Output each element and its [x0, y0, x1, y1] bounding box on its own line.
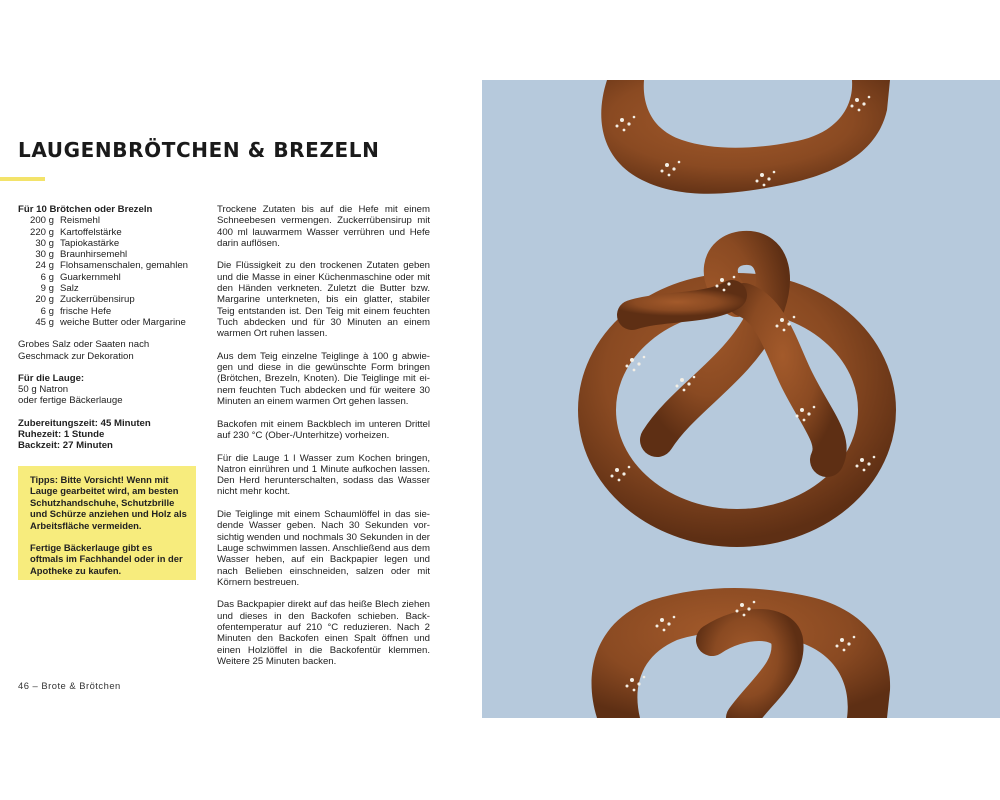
- lauge-heading: Für die Lauge:: [18, 372, 85, 384]
- ingredient-amount: 24 g: [35, 260, 54, 272]
- ingredient-row: [18, 272, 203, 283]
- instruction-step: Trockene Zutaten bis auf die Hefe mit einem Schneebesen vermengen. Zuckerrübensirup mit 400 ml lauwarmem Wasser verrühren und Hefe darin auflösen.: [217, 204, 430, 249]
- tip-paragraph: Tipps: Bitte Vorsicht! Wenn mit Lauge gearbeitet wird, am besten Schutzhandschuhe, Schutzbrille und Schürze anziehen und Holz als Arbeitsfläche vermeiden.: [30, 474, 187, 531]
- ingredient-name: Zuckerrübensirup: [60, 294, 135, 306]
- ingredient-amount: 30 g: [35, 237, 54, 249]
- ingredient-name: Salz: [60, 283, 79, 295]
- bake-time: Backzeit: 27 Minuten: [18, 440, 113, 452]
- instruction-step: Die Teiglinge mit einem Schaumlöffel in das siedende Wasser geben. Nach 30 Sekunden vorsichtig wenden und nochmals 30 Sekunden in der Lauge schwimmen lassen. Anschließend aus dem Wasser heben, auf ein Backpapier legen und nach Belieben einschneiden, salzen oder mit Körnern bestreuen.: [217, 509, 430, 588]
- tip-paragraph: Fertige Bäckerlauge gibt es oftmals im Fachhandel oder in der Apotheke zu kaufen.: [30, 542, 183, 576]
- ingredient-amount: 200 g: [29, 215, 54, 227]
- ingredient-name: weiche Butter oder Margarine: [60, 316, 186, 328]
- decoration-line: Grobes Salz oder Saaten nach: [18, 339, 150, 351]
- ingredient-row: [18, 317, 203, 328]
- page-footer: 46 – Brote & Brötchen: [18, 680, 121, 691]
- ingredient-amount: 6 g: [40, 271, 54, 283]
- title-accent-bar: [0, 177, 45, 181]
- rest-time: Ruhezeit: 1 Stunde: [18, 429, 105, 441]
- ingredient-amount: 6 g: [40, 305, 54, 317]
- ingredient-row: [18, 227, 203, 238]
- tip-box: [18, 466, 196, 580]
- instructions-column: [217, 204, 430, 678]
- recipe-title: LAUGENBRÖTCHEN & BREZELN: [18, 138, 380, 162]
- ingredient-row: [18, 294, 203, 305]
- ingredient-amount: 30 g: [35, 249, 54, 261]
- ingredient-amount: 20 g: [35, 294, 54, 306]
- ingredient-name: Reismehl: [60, 215, 100, 227]
- instruction-step: Backofen mit einem Backblech im unteren Drittel auf 230 °C (Ober-/Unterhitze) vorheizen.: [217, 418, 430, 441]
- lauge-line: oder fertige Bäckerlauge: [18, 395, 123, 407]
- instruction-step: Das Backpapier direkt auf das heiße Blech ziehen und dieses in den Backofen schieben. Backofentemperatur auf 210 °C reduzieren. Nach 2 Minuten den Backofen einen Spalt öffnen und einen Holzlöffel in die Backofentür klemmen. Weitere 25 Minuten backen.: [217, 599, 430, 667]
- ingredients-heading: Für 10 Brötchen oder Brezeln: [18, 204, 153, 215]
- prep-time: Zubereitungszeit: 45 Minuten: [18, 417, 151, 429]
- ingredient-row: [18, 260, 203, 271]
- pretzel-middle: [597, 248, 877, 528]
- ingredient-amount: 45 g: [35, 316, 54, 328]
- instruction-step: Die Flüssigkeit zu den trockenen Zutaten geben und die Masse in einer Küchenmaschine oder mit den Händen verkneten. Zuletzt die Butter bzw. Margarine unterkneten, bis ein glatter, stabiler Teig entstanden ist. Den Teig mit einem feuchten Tuch abdecken und für 30 Minuten an einem warmen Ort ruhen lassen.: [217, 260, 430, 340]
- ingredient-row: [18, 215, 203, 226]
- pretzel-bottom: [592, 588, 891, 718]
- ingredients-column: [18, 204, 203, 452]
- ingredient-list: [18, 215, 203, 328]
- ingredient-row: [18, 283, 203, 294]
- ingredient-name: Kartoffelstärke: [60, 226, 122, 238]
- ingredient-row: [18, 249, 203, 260]
- ingredient-amount: 220 g: [29, 226, 54, 238]
- ingredient-name: Tapiokastärke: [60, 237, 120, 249]
- instruction-step: Aus dem Teig einzelne Teiglinge à 100 g abwiegen und diese in die gewünschte Form bringen (Brötchen, Brezeln, Knoten). Die Teiglinge mit einem feuchten Tuch abdecken und für weitere 30 Minuten an einem warmen Ort gehen lassen.: [217, 350, 430, 408]
- ingredient-amount: 9 g: [40, 283, 54, 295]
- pretzel-top: [601, 80, 890, 194]
- decoration-line: Geschmack zur Dekoration: [18, 350, 134, 362]
- ingredient-name: Guarkernmehl: [60, 271, 121, 283]
- ingredient-name: Braunhirsemehl: [60, 249, 128, 261]
- ingredient-name: frische Hefe: [60, 305, 112, 317]
- pretzel-photo: [482, 80, 1000, 718]
- ingredient-row: [18, 306, 203, 317]
- lauge-line: 50 g Natron: [18, 384, 69, 396]
- instruction-step: Für die Lauge 1 l Wasser zum Kochen bringen, Natron einrühren und 1 Minute aufkochen lassen. Den Herd herunterschalten, sodass das Wasser nicht mehr kocht.: [217, 452, 430, 498]
- ingredient-name: Flohsamenschalen, gemahlen: [60, 260, 188, 272]
- ingredient-row: [18, 238, 203, 249]
